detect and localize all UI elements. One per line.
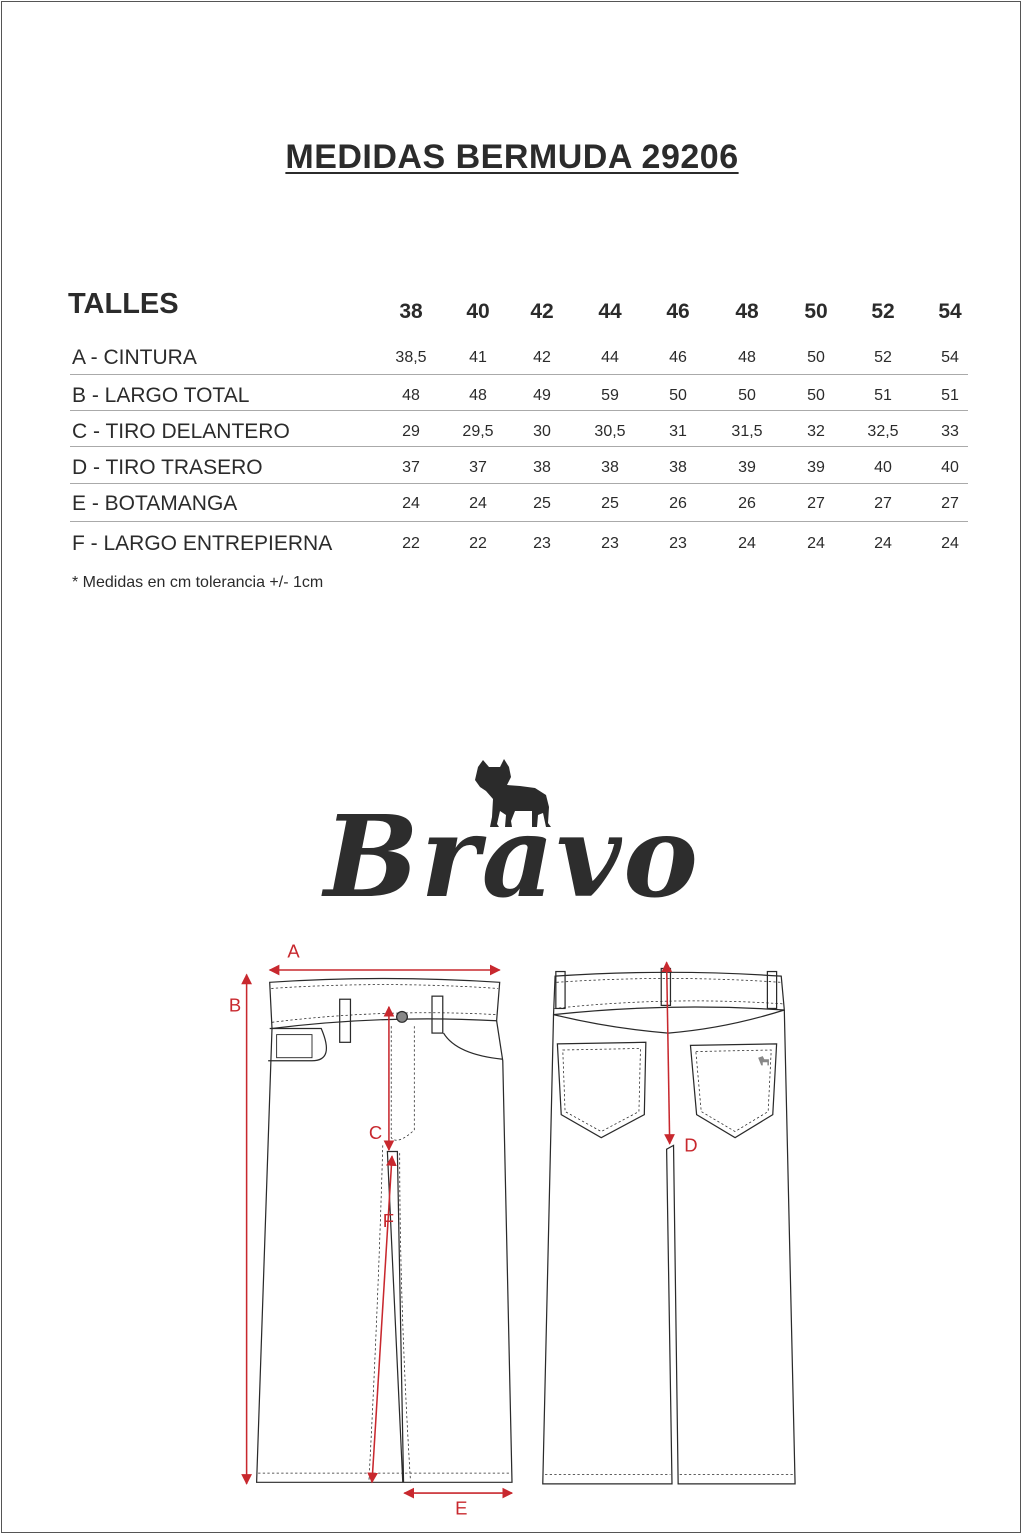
measurement-cell: 54 (941, 349, 959, 366)
measurement-cell: 27 (941, 495, 959, 512)
measurement-note: * Medidas en cm tolerancia +/- 1cm (72, 574, 324, 591)
measurement-cell: 32,5 (867, 423, 899, 440)
measurement-cell: 22 (469, 535, 487, 552)
size-header-42: 42 (530, 300, 554, 323)
measurement-cell: 39 (738, 459, 756, 476)
measurement-cell: 23 (601, 535, 619, 552)
measurement-cell: 33 (941, 423, 959, 440)
measurement-cell: 24 (941, 535, 959, 552)
label-d: D (684, 1134, 698, 1156)
row-divider (70, 374, 968, 375)
measurement-cell: 37 (402, 459, 420, 476)
measurement-cell: 31,5 (731, 423, 763, 440)
size-header-50: 50 (804, 300, 828, 323)
measurement-cell: 49 (533, 387, 551, 404)
measurement-cell: 59 (601, 387, 619, 404)
measurement-cell: 29,5 (462, 423, 494, 440)
arrow-d (667, 962, 670, 1144)
row-divider (70, 521, 968, 522)
page-title: MEDIDAS BERMUDA 29206 (285, 138, 739, 176)
measurement-cell: 27 (874, 495, 892, 512)
measurement-row-label: F - LARGO ENTREPIERNA (72, 532, 333, 555)
arrow-f (372, 1156, 395, 1482)
label-b: B (228, 994, 242, 1016)
label-a: A (287, 940, 300, 962)
measurement-cell: 38 (669, 459, 687, 476)
measurement-row-label: D - TIRO TRASERO (72, 456, 263, 479)
measurement-cell: 32 (807, 423, 825, 440)
measurement-cell: 25 (533, 495, 551, 512)
measurement-row-label: C - TIRO DELANTERO (72, 420, 290, 443)
size-header-44: 44 (598, 300, 622, 323)
measurement-cell: 24 (402, 495, 420, 512)
measurement-cell: 22 (402, 535, 420, 552)
measurement-cell: 50 (669, 387, 687, 404)
size-header-48: 48 (735, 300, 759, 323)
measurement-cell: 46 (669, 349, 687, 366)
row-divider (70, 410, 968, 411)
measurement-cell: 27 (807, 495, 825, 512)
garment-diagram (0, 930, 1024, 1530)
label-c: C (368, 1122, 383, 1144)
measurement-row-label: B - LARGO TOTAL (72, 384, 250, 407)
size-header-54: 54 (938, 300, 962, 323)
measurement-cell: 50 (807, 349, 825, 366)
measurement-cell: 24 (874, 535, 892, 552)
measurement-cell: 30 (533, 423, 551, 440)
measurement-cell: 48 (402, 387, 420, 404)
measurement-arrows (247, 962, 670, 1493)
measurement-cell: 50 (738, 387, 756, 404)
measurement-cell: 40 (941, 459, 959, 476)
measurement-row-label: E - BOTAMANGA (72, 492, 238, 515)
measurement-cell: 42 (533, 349, 551, 366)
measurement-cell: 41 (469, 349, 487, 366)
measurement-cell: 39 (807, 459, 825, 476)
brand-name: Bravo (323, 792, 701, 923)
measurement-cell: 44 (601, 349, 619, 366)
measurement-row-label: A - CINTURA (72, 346, 197, 369)
row-divider (70, 483, 968, 484)
measurement-cell: 26 (669, 495, 687, 512)
label-e: E (455, 1497, 468, 1519)
measurement-cell: 26 (738, 495, 756, 512)
measurement-cell: 30,5 (594, 423, 626, 440)
label-f: F (382, 1209, 395, 1231)
back-view-drawing (543, 968, 795, 1483)
pocket-bulldog-icon (758, 1056, 769, 1065)
measurement-cell: 24 (738, 535, 756, 552)
measurement-cell: 37 (469, 459, 487, 476)
measurement-cell: 23 (533, 535, 551, 552)
measurement-cell: 51 (941, 387, 959, 404)
measurement-cell: 23 (669, 535, 687, 552)
measurement-cell: 29 (402, 423, 420, 440)
measurement-cell: 50 (807, 387, 825, 404)
measurement-cell: 38 (601, 459, 619, 476)
measurement-cell: 48 (469, 387, 487, 404)
front-view-drawing (257, 978, 512, 1483)
size-header-label: TALLES (68, 288, 179, 320)
row-divider (70, 446, 968, 447)
size-header-46: 46 (666, 300, 690, 323)
measurement-cell: 52 (874, 349, 892, 366)
measurement-cell: 24 (469, 495, 487, 512)
size-header-38: 38 (399, 300, 423, 323)
size-header-52: 52 (871, 300, 895, 323)
size-header-40: 40 (466, 300, 490, 323)
measurement-cell: 25 (601, 495, 619, 512)
measurement-cell: 38,5 (395, 349, 427, 366)
measurement-cell: 24 (807, 535, 825, 552)
measurement-cell: 40 (874, 459, 892, 476)
measurement-cell: 38 (533, 459, 551, 476)
measurement-cell: 31 (669, 423, 687, 440)
measurement-cell: 48 (738, 349, 756, 366)
measurement-cell: 51 (874, 387, 892, 404)
